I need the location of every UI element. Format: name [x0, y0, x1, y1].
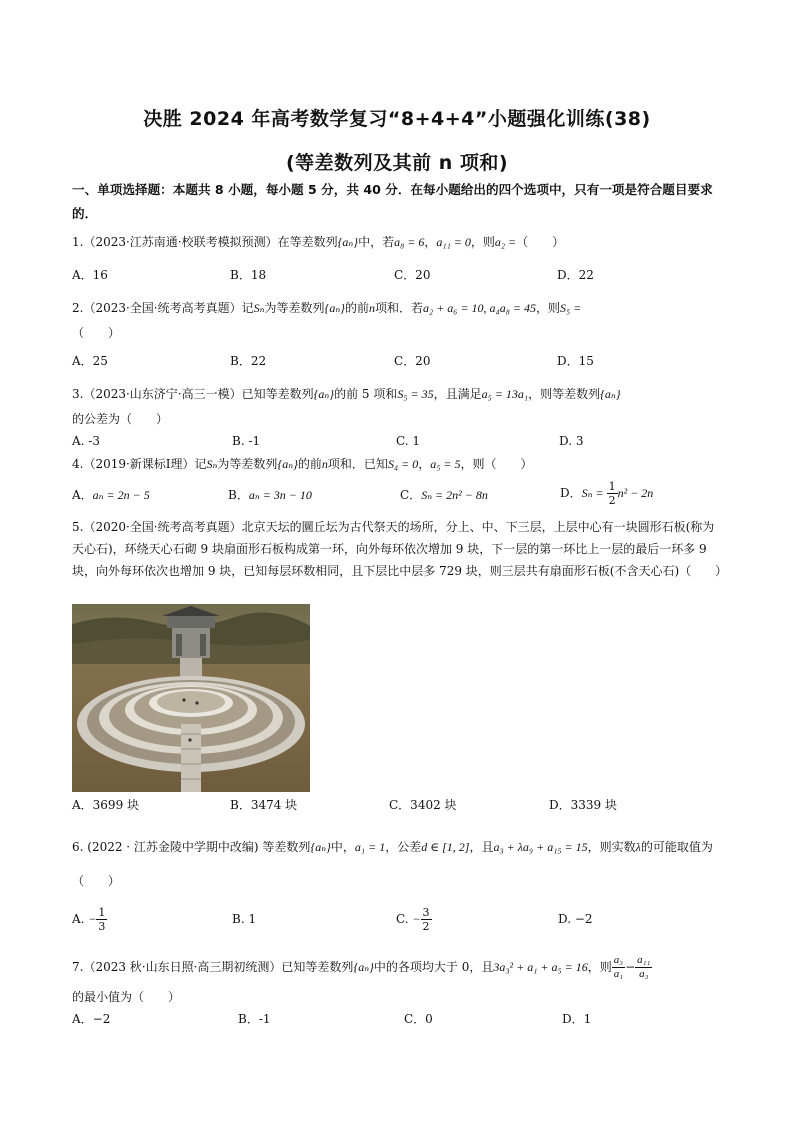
options-q7 — [72, 1010, 722, 1034]
question-2: 2.（2023·全国·统考高考真题）记Sₙ为等差数列{aₙ}的前n项和．若a₂ + a₆ = 10, a₄a₈ = 45，则S₅ = （ ） — [72, 301, 582, 340]
option-c: C．Sₙ = 2n² − 8n — [400, 488, 488, 502]
option-d: D．15 — [557, 354, 594, 368]
option-d: D．1 — [562, 1012, 592, 1026]
page-title: 决胜 2024 年高考数学复习“8+4+4”小题强化训练(38) — [143, 108, 651, 130]
option-c: C．20 — [394, 354, 431, 368]
option-a: A．25 — [72, 354, 108, 368]
question-6: 6. (2022 · 江苏金陵中学期中改编) 等差数列{aₙ}中，a₁ = 1，公差d ∈ [1, 2]，且a₃ + λa₉ + a₁₅ = 15，则实数λ的可能取值为（ ） — [72, 840, 713, 888]
option-d: D. −2 — [558, 912, 593, 926]
option-c: C．3402 块 — [389, 798, 457, 812]
option-b: B．18 — [230, 268, 267, 282]
option-b: B．-1 — [238, 1012, 271, 1026]
option-a: A. -3 — [72, 434, 100, 448]
option-b: B．3474 块 — [230, 798, 298, 812]
options-q1 — [72, 266, 722, 290]
question-5: 5.（2020·全国·统考高考真题）北京天坛的圜丘坛为古代祭天的场所，分上、中、下三层，上层中心有一块圆形石板(称为天心石)，环绕天心石砌 9 块扇面形石板构成第一环，向外每环依次增加 9 块，下一层的第一环比上一层的最后一环多 9 块，向外每环依次也增加 9 块，已知每层环数相同，且下层比中层多 729 块，则三层共有扇面形石板(不含天心石)（ ） — [72, 520, 728, 578]
question-4: 4.（2019·新课标Ⅰ理）记Sₙ为等差数列{aₙ}的前n项和．已知S₄ = 0，a₅ = 5，则（ ） — [72, 457, 533, 471]
question-1: 1.（2023·江苏南通·校联考模拟预测）在等差数列{aₙ}中，若a₈ = 6，a₁₁ = 0，则a₂ =（ ） — [72, 235, 565, 249]
option-a: A．−2 — [72, 1012, 111, 1026]
temple-photo-icon — [72, 604, 310, 792]
option-d: D．3339 块 — [549, 798, 617, 812]
option-b: B. -1 — [232, 434, 261, 448]
options-q4 — [72, 480, 722, 510]
option-a: A．3699 块 — [72, 798, 140, 812]
option-b: B．aₙ = 3n − 10 — [228, 488, 312, 502]
option-c: C. − $\frac{3}{2}$ — [396, 906, 430, 933]
option-a: A．16 — [72, 268, 108, 282]
options-q5 — [72, 796, 722, 820]
option-c: C．20 — [394, 268, 431, 282]
option-d: D．22 — [557, 268, 594, 282]
question-7: 7.（2023 秋·山东日照·高三期初统测）已知等差数列{aₙ}中的各项均大于 0，且3a₃² + a₁ + a₅ = 16，则 $\frac{\text{a₃}}{\text{a₁}}$ − $\frac{\text{a₁₁}}{\text{a₃}}$ 的最小值为（ ） — [72, 954, 651, 1004]
page-subtitle: (等差数列及其前 n 项和) — [285, 152, 509, 174]
option-c: C. 1 — [396, 434, 421, 448]
question-3: 3.（2023·山东济宁·高三一模）已知等差数列{aₙ}的前 5 项和S₅ = 35，且满足a₅ = 13a₁，则等差数列{aₙ} 的公差为（ ） — [72, 387, 621, 426]
option-b: B. 1 — [232, 912, 257, 926]
option-c: C．0 — [404, 1012, 433, 1026]
section-intro: 一、单项选择题：本题共 8 小题，每小题 5 分，共 40 分．在每小题给出的四个选项中，只有一项是符合题目要求的． — [72, 182, 713, 221]
options-q6 — [72, 906, 722, 938]
options-q2 — [72, 352, 722, 376]
option-d: D. 3 — [559, 434, 584, 448]
option-a: A．aₙ = 2n − 5 — [72, 488, 150, 502]
option-d: D．Sₙ = $\frac{1}{2}$ n² − 2n — [560, 480, 654, 507]
option-b: B．22 — [230, 354, 267, 368]
option-a: A. − $\frac{1}{3}$ — [72, 906, 106, 933]
